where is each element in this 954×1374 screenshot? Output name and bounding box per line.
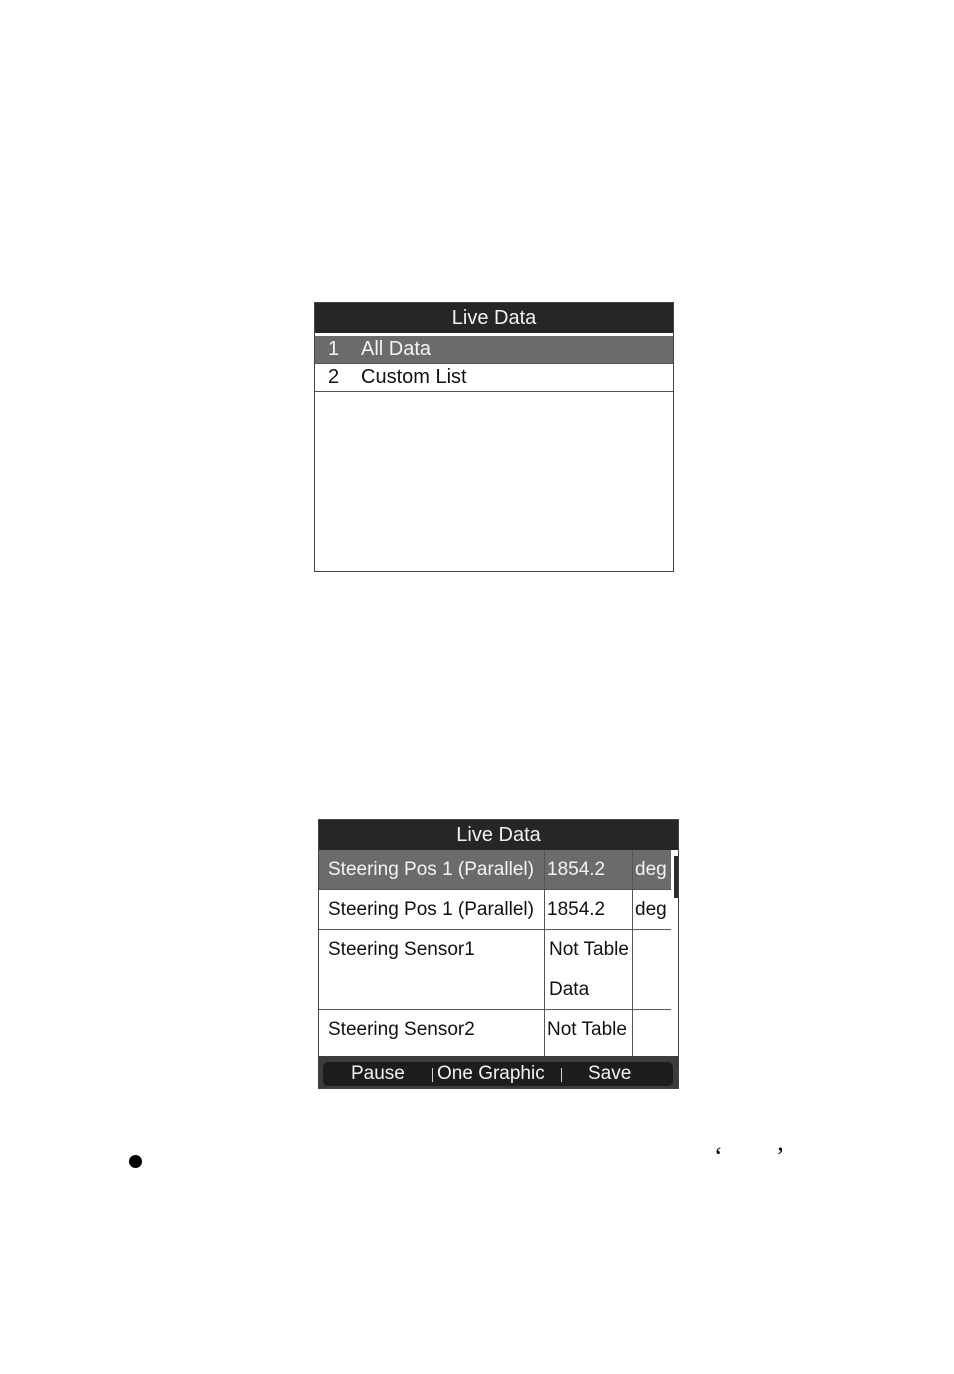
pid-value: Not Table Data: [545, 930, 633, 1009]
menu-screen-title: Live Data: [315, 303, 673, 336]
pid-unit: deg: [635, 899, 667, 920]
table-row[interactable]: [319, 890, 671, 930]
menu-item-label: All Data: [361, 338, 432, 360]
pid-value: Not Table: [545, 1010, 633, 1057]
menu-item-number: 2: [328, 366, 340, 388]
close-quote: ’: [776, 1142, 785, 1171]
save-button[interactable]: Save: [588, 1063, 632, 1084]
one-graphic-button[interactable]: One Graphic: [437, 1063, 545, 1084]
pid-value: 1854.2: [545, 850, 633, 889]
live-data-menu-screen: [314, 302, 674, 572]
menu-item-number: 1: [328, 338, 340, 360]
menu-item-label: Custom List: [361, 366, 467, 388]
pid-name: Steering Sensor1: [319, 930, 545, 1009]
menu-item-custom-list[interactable]: [315, 364, 673, 392]
pid-unit: [633, 1010, 671, 1057]
table-row[interactable]: [319, 850, 671, 890]
footer-button-bar: [323, 1062, 673, 1086]
pid-name: Steering Pos 1 (Parallel): [319, 850, 545, 889]
scrollbar-thumb[interactable]: [674, 856, 679, 898]
live-data-table-screen: [318, 819, 679, 1089]
open-quote: ‘: [714, 1142, 723, 1171]
live-data-table: [319, 850, 671, 1057]
footer-bar: [319, 1056, 678, 1089]
pid-unit: deg: [635, 859, 667, 880]
menu-item-all-data[interactable]: [315, 336, 673, 364]
footer-separator: [432, 1068, 433, 1082]
pid-unit: [633, 930, 671, 1009]
footer-separator: [561, 1068, 562, 1082]
pid-value: 1854.2: [545, 890, 633, 929]
bullet-point: [129, 1155, 142, 1168]
pid-name: Steering Sensor2: [319, 1010, 545, 1057]
pause-button[interactable]: Pause: [351, 1063, 405, 1084]
table-row[interactable]: [319, 930, 671, 1010]
pid-name: Steering Pos 1 (Parallel): [319, 890, 545, 929]
table-row[interactable]: [319, 1010, 671, 1057]
data-screen-title: Live Data: [319, 820, 678, 850]
